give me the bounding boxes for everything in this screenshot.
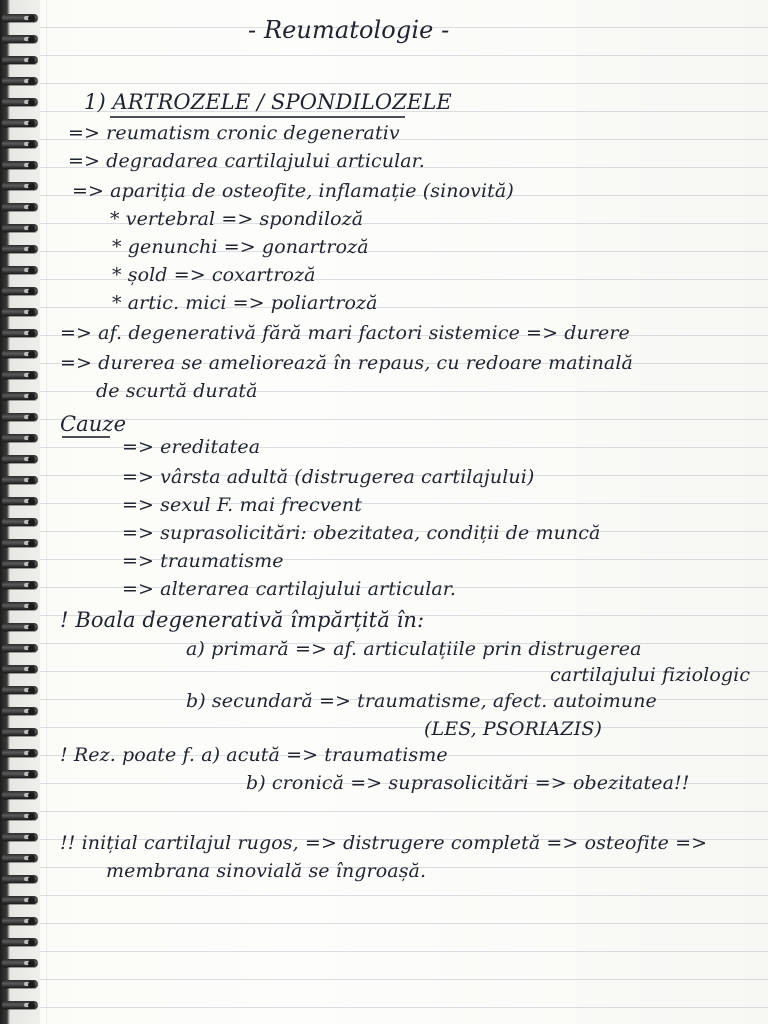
- note-line: * genunchi => gonartroză: [112, 236, 369, 258]
- binding-hole: [28, 876, 35, 883]
- note-line: b) cronică => suprasolicitări => obezitatea!!: [246, 772, 690, 794]
- binding-hole: [28, 498, 35, 505]
- binding-hole: [28, 393, 35, 400]
- binding-hole: [28, 624, 35, 631]
- binding-hole: [28, 855, 35, 862]
- binding-hole: [28, 519, 35, 526]
- binding-hole: [28, 708, 35, 715]
- binding-hole: [28, 960, 35, 967]
- binding-hole: [28, 666, 35, 673]
- note-line: * artic. mici => poliartroză: [112, 292, 378, 314]
- note-line: de scurtă durată: [96, 380, 258, 402]
- note-line: * șold => coxartroză: [112, 264, 316, 286]
- heading-underline: [110, 116, 405, 118]
- binding-hole: [28, 267, 35, 274]
- binding-hole: [28, 414, 35, 421]
- note-line: => af. degenerativă fără mari factori sistemice => durere: [60, 322, 630, 344]
- note-line: !! inițial cartilajul rugos, => distrugere completă => osteofite =>: [60, 832, 708, 854]
- heading-underline: [62, 436, 110, 438]
- binding-hole: [28, 561, 35, 568]
- binding-hole: [28, 477, 35, 484]
- binding-hole: [28, 813, 35, 820]
- binding-hole: [28, 204, 35, 211]
- binding-hole: [28, 120, 35, 127]
- note-line: => alterarea cartilajului articular.: [122, 578, 457, 600]
- section-heading-boala: ! Boala degenerativă împărțită în:: [60, 608, 425, 632]
- binding-hole: [28, 1002, 35, 1009]
- binding-hole: [28, 78, 35, 85]
- binding-hole: [28, 456, 35, 463]
- note-line: => ereditatea: [122, 436, 261, 458]
- page-title: - Reumatologie -: [248, 16, 450, 44]
- binding-hole: [28, 750, 35, 757]
- binding-hole: [28, 981, 35, 988]
- section-heading-artrozele: 1) ARTROZELE / SPONDILOZELE: [84, 90, 452, 114]
- binding-hole: [28, 603, 35, 610]
- binding-hole: [28, 918, 35, 925]
- binding-hole: [28, 435, 35, 442]
- binding-hole: [28, 834, 35, 841]
- note-line: => degradarea cartilajului articular.: [68, 150, 425, 172]
- note-line: (LES, PSORIAZIS): [424, 718, 602, 740]
- binding-hole: [28, 330, 35, 337]
- binding-hole: [28, 225, 35, 232]
- note-line: => reumatism cronic degenerativ: [68, 122, 400, 144]
- binding-hole: [28, 246, 35, 253]
- binding-hole: [28, 771, 35, 778]
- binding-hole: [28, 351, 35, 358]
- binding-hole: [28, 57, 35, 64]
- binding-hole: [28, 141, 35, 148]
- binding-hole: [28, 372, 35, 379]
- binding-hole: [28, 99, 35, 106]
- binding-hole: [28, 162, 35, 169]
- binding-hole: [28, 729, 35, 736]
- binding-hole: [28, 36, 35, 43]
- note-line: * vertebral => spondiloză: [110, 208, 364, 230]
- binding-hole: [28, 687, 35, 694]
- binding-hole: [28, 15, 35, 22]
- note-line: => sexul F. mai frecvent: [122, 494, 362, 516]
- note-line: => durerea se ameliorează în repaus, cu redoare matinală: [60, 352, 633, 374]
- section-heading-cauze: Cauze: [60, 412, 127, 436]
- binding-hole: [28, 897, 35, 904]
- binding-hole: [28, 183, 35, 190]
- note-line: cartilajului fiziologic: [550, 664, 751, 686]
- note-line: b) secundară => traumatisme, afect. autoimune: [186, 690, 657, 712]
- binding-hole: [28, 309, 35, 316]
- note-line: a) primară => af. articulațiile prin distrugerea: [186, 638, 642, 660]
- note-line: => vârsta adultă (distrugerea cartilajului): [122, 466, 535, 488]
- note-line: => suprasolicitări: obezitatea, condiții de muncă: [122, 522, 601, 544]
- note-line: membrana sinovială se îngroașă.: [106, 860, 427, 882]
- note-line: => traumatisme: [122, 550, 284, 572]
- binding-hole: [28, 645, 35, 652]
- binding-hole: [28, 582, 35, 589]
- note-line: ! Rez. poate f. a) acută => traumatisme: [60, 744, 448, 766]
- binding-hole: [28, 288, 35, 295]
- binding-hole: [28, 939, 35, 946]
- binding-hole: [28, 540, 35, 547]
- note-line: => apariția de osteofite, inflamație (sinovită): [72, 180, 514, 202]
- binding-hole: [28, 792, 35, 799]
